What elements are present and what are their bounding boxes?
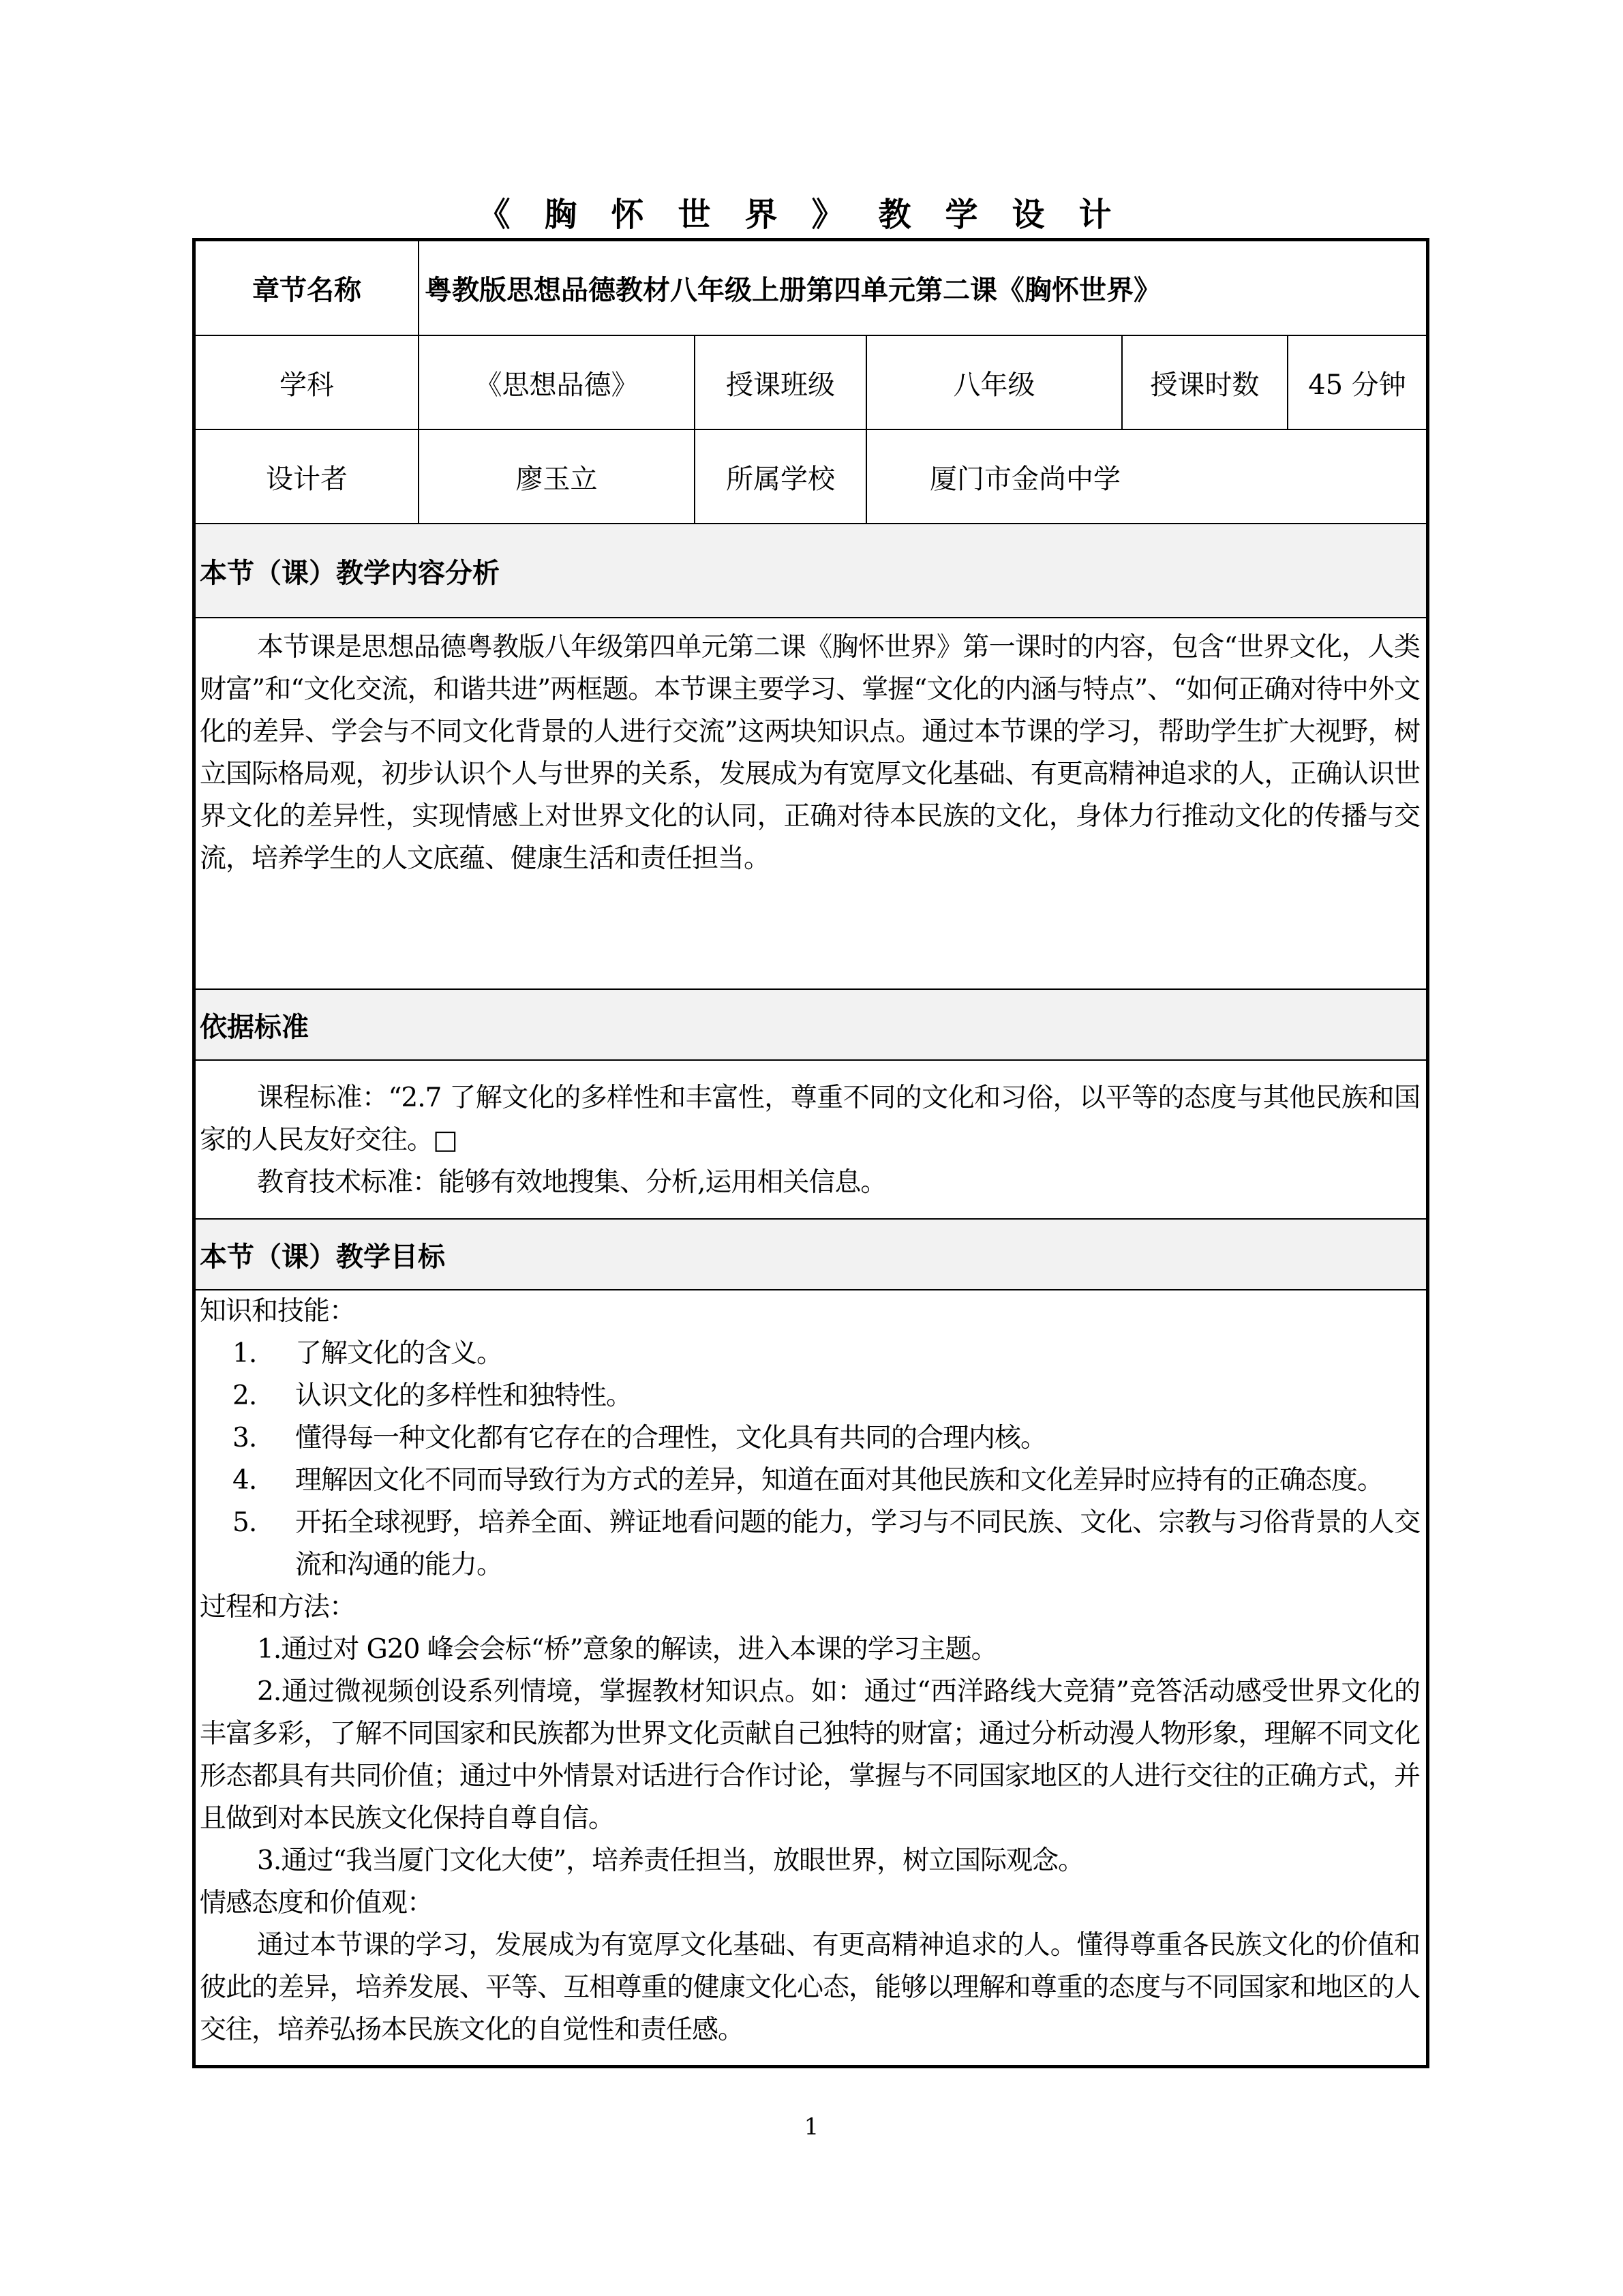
process-label: 过程和方法： bbox=[200, 1592, 356, 1622]
class-value: 八年级 bbox=[866, 336, 1121, 429]
standards-row bbox=[196, 1061, 1426, 1220]
standards-body-block bbox=[200, 1077, 1420, 1204]
knowledge-label: 知识和技能： bbox=[200, 1296, 356, 1327]
objectives-heading: 本节（课）教学目标 bbox=[200, 1240, 445, 1273]
subject-value: 《思想品德》 bbox=[418, 336, 694, 429]
knowledge-item-text: 认识文化的多样性和独特性。 bbox=[295, 1380, 633, 1411]
objectives-body-block bbox=[200, 1290, 1420, 2051]
knowledge-item-text: 开拓全球视野，培养全面、辨证地看问题的能力，学习与不同民族、文化、宗教与习俗背景的人交流和沟通的能力。 bbox=[295, 1507, 1420, 1580]
knowledge-item-1 bbox=[232, 1333, 1420, 1375]
standards-heading: 依据标准 bbox=[200, 1010, 309, 1043]
process-item-1: 1.通过对 G20 峰会会标“桥”意象的解读，进入本课的学习主题。 bbox=[257, 1634, 997, 1665]
knowledge-item-number: 2. bbox=[232, 1380, 257, 1411]
page-number: 1 bbox=[804, 2113, 819, 2141]
knowledge-item-number: 1. bbox=[232, 1338, 257, 1369]
process-item-3: 3.通过“我当厦门文化大使”，培养责任担当，放眼世界，树立国际观念。 bbox=[257, 1845, 1084, 1876]
knowledge-item-text: 懂得每一种文化都有它存在的合理性，文化具有共同的合理内核。 bbox=[295, 1423, 1047, 1453]
knowledge-item-text: 了解文化的含义。 bbox=[295, 1338, 503, 1369]
knowledge-item-2 bbox=[232, 1375, 1420, 1417]
knowledge-item-5 bbox=[232, 1502, 1420, 1586]
duration-label: 授课时数 bbox=[1121, 336, 1287, 429]
standards-header-row bbox=[196, 990, 1426, 1061]
designer-label: 设计者 bbox=[266, 463, 348, 495]
knowledge-list bbox=[200, 1333, 1420, 1586]
content-analysis-body-block bbox=[200, 626, 1420, 880]
knowledge-item-number: 4. bbox=[232, 1465, 257, 1496]
school-label: 所属学校 bbox=[694, 430, 866, 523]
class-label: 授课班级 bbox=[694, 336, 866, 429]
curriculum-standard: 课程标准：“2.7 了解文化的多样性和丰富性，尊重不同的文化和习俗，以平等的态度与其他民族和国家的人民友好交往。□ bbox=[200, 1083, 1420, 1155]
knowledge-item-text: 理解因文化不同而导致行为方式的差异，知道在面对其他民族和文化差异时应持有的正确态度。 bbox=[295, 1465, 1384, 1496]
chapter-value: 粤教版思想品德教材八年级上册第四单元第二课《胸怀世界》 bbox=[418, 241, 1426, 335]
page-title: 《胸怀世界》教学设计 bbox=[477, 196, 1146, 234]
knowledge-item-3 bbox=[232, 1417, 1420, 1460]
technology-standard: 教育技术标准：能够有效地搜集、分析,运用相关信息。 bbox=[257, 1167, 887, 1198]
lesson-plan-table bbox=[192, 238, 1429, 2068]
content-analysis-heading: 本节（课）教学内容分析 bbox=[200, 556, 500, 589]
process-item-2: 2.通过微视频创设系列情境，掌握教材知识点。如：通过“西洋路线大竞猜”竞答活动感受世界文化的丰富多彩，了解不同国家和民族都为世界文化贡献自己独特的财富；通过分析动漫人物形象，理解不同文化形态都具有共同价值；通过中外情景对话进行合作讨论，掌握与不同国家地区的人进行交往的正确方式，并且做到对本民族文化保持自尊自信。 bbox=[200, 1676, 1420, 1834]
emotion-body: 通过本节课的学习，发展成为有宽厚文化基础、有更高精神追求的人。懂得尊重各民族文化的价值和彼此的差异，培养发展、平等、互相尊重的健康文化心态，能够以理解和尊重的态度与不同国家和地区的人交往，培养弘扬本民族文化的自觉性和责任感。 bbox=[200, 1930, 1420, 2045]
chapter-row bbox=[196, 241, 1426, 336]
school-value: 厦门市金尚中学 bbox=[866, 430, 1426, 523]
subject-row bbox=[196, 336, 1426, 430]
subject-label: 学科 bbox=[279, 369, 334, 401]
objectives-row bbox=[196, 1290, 1426, 2065]
designer-row bbox=[196, 430, 1426, 524]
knowledge-item-4 bbox=[232, 1460, 1420, 1502]
objectives-header-row bbox=[196, 1220, 1426, 1290]
content-analysis-row bbox=[196, 618, 1426, 990]
designer-value: 廖玉立 bbox=[418, 430, 694, 523]
duration-value: 45 分钟 bbox=[1287, 336, 1426, 429]
content-analysis-header-row bbox=[196, 524, 1426, 618]
emotion-label: 情感态度和价值观： bbox=[200, 1888, 434, 1918]
knowledge-item-number: 3. bbox=[232, 1423, 257, 1453]
knowledge-item-number: 5. bbox=[232, 1507, 257, 1538]
content-analysis-body: 本节课是思想品德粤教版八年级第四单元第二课《胸怀世界》第一课时的内容，包含“世界文化，人类财富”和“文化交流，和谐共进”两框题。本节课主要学习、掌握“文化的内涵与特点”、“如何正确对待中外文化的差异、学会与不同文化背景的人进行交流”这两块知识点。通过本节课的学习，帮助学生扩大视野，树立国际格局观，初步认识个人与世界的关系，发展成为有宽厚文化基础、有更高精神追求的人，正确认识世界文化的差异性，实现情感上对世界文化的认同，正确对待本民族的文化，身体力行推动文化的传播与交流，培养学生的人文底蕴、健康生活和责任担当。 bbox=[200, 632, 1420, 874]
chapter-label: 章节名称 bbox=[252, 274, 361, 306]
